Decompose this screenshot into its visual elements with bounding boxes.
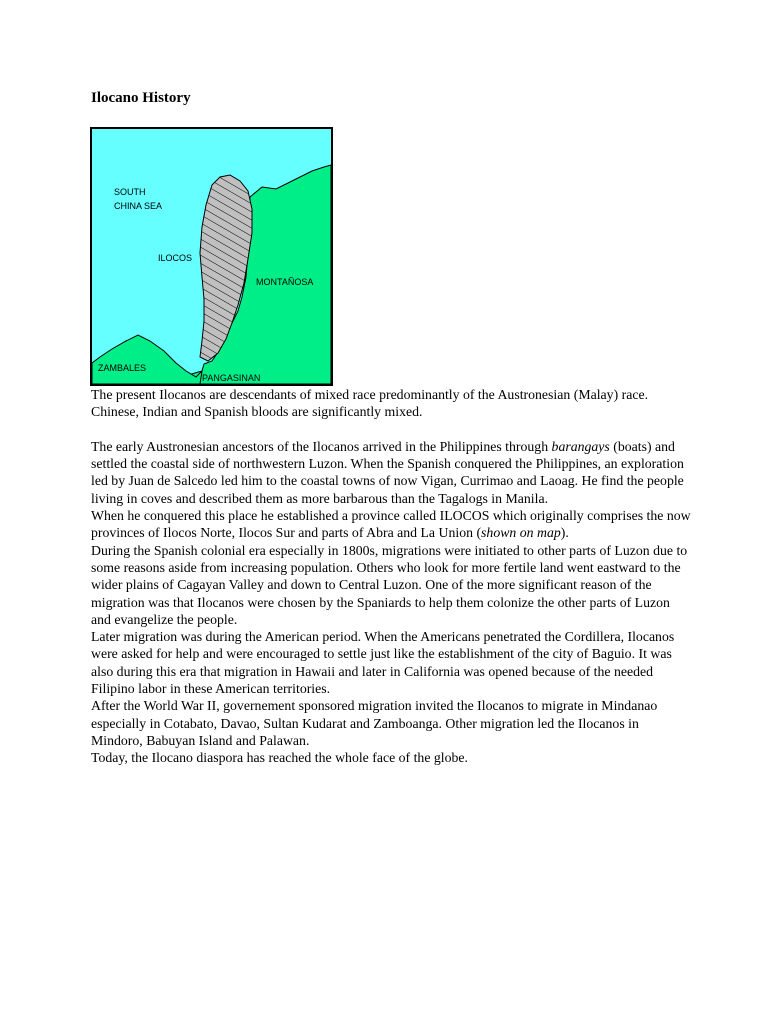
paragraph-ancestry: The present Ilocanos are descendants of mixed race predominantly of the Austronesian (Malay) race. Chinese, Indian and Spanish bloods are significantly mixed.	[91, 387, 649, 420]
paragraph-province-text-b: ).	[560, 525, 569, 541]
paragraph-american-period: Later migration was during the American period. When the Americans penetrated the Cordillera, Ilocanos were asked for help and were encouraged to settle just like the establishment of the city of Baguio. It was also during this era that migration in Hawaii and later in California was opened because of the needed Filipino labor in these American territories.	[91, 629, 675, 697]
map-label-zambales: ZAMBALES	[98, 363, 147, 373]
paragraph-diaspora: Today, the Ilocano diaspora has reached the whole face of the globe.	[91, 750, 469, 766]
paragraph-province-text-a: When he conquered this place he established a province called ILOCOS which originally comprises the now provinces of Ilocos Norte, Ilocos Sur and parts of Abra and La Union (	[91, 508, 691, 541]
document-title: Ilocano History	[91, 90, 191, 106]
map-label-montanosa: MONTAÑOSA	[256, 277, 314, 287]
paragraph-spanish-era: During the Spanish colonial era especially in 1800s, migrations were initiated to other parts of Luzon due to some reasons aside from increasing population. Others who look for more fertile land went eastward to the wider plains of Cagayan Valley and down to Central Luzon. One of the more significant reason of the migration was that Ilocanos were chosen by the Spaniards to help them colonize the other parts of Luzon and evangelize the people.	[91, 542, 688, 627]
paragraph-province	[91, 507, 691, 542]
paragraph-arrival	[91, 438, 691, 507]
paragraph-province-italic: shown on map	[481, 525, 561, 541]
map-label-south: SOUTH	[114, 187, 146, 197]
map-label-pangasinan: PANGASINAN	[202, 373, 261, 383]
paragraph-arrival-text-a: The early Austronesian ancestors of the Ilocanos arrived in the Philippines through	[91, 438, 552, 454]
paragraph-arrival-italic: barangays	[551, 438, 610, 454]
article-body	[91, 386, 691, 767]
ilocos-map	[90, 127, 333, 386]
map-label-ilocos: ILOCOS	[158, 253, 193, 263]
paragraph-gap	[91, 421, 691, 438]
paragraph-arrival-text-b: (boats) and settled the coastal side of northwestern Luzon. When the Spanish conquered the Philippines, an exploration led by Juan de Salcedo led him to the coastal towns of now Vigan, Currimao and Laoag. He find the people living in coves and described them as more barbarous than the Tagalogs in Manila.	[91, 438, 684, 506]
paragraph-post-war: After the World War II, governement sponsored migration invited the Ilocanos to migrate in Mindanao especially in Cotabato, Davao, Sultan Kudarat and Zamboanga. Other migration led the Ilocanos in Mindoro, Babuyan Island and Palawan.	[91, 698, 658, 748]
map-label-china-sea: CHINA SEA	[114, 201, 163, 211]
